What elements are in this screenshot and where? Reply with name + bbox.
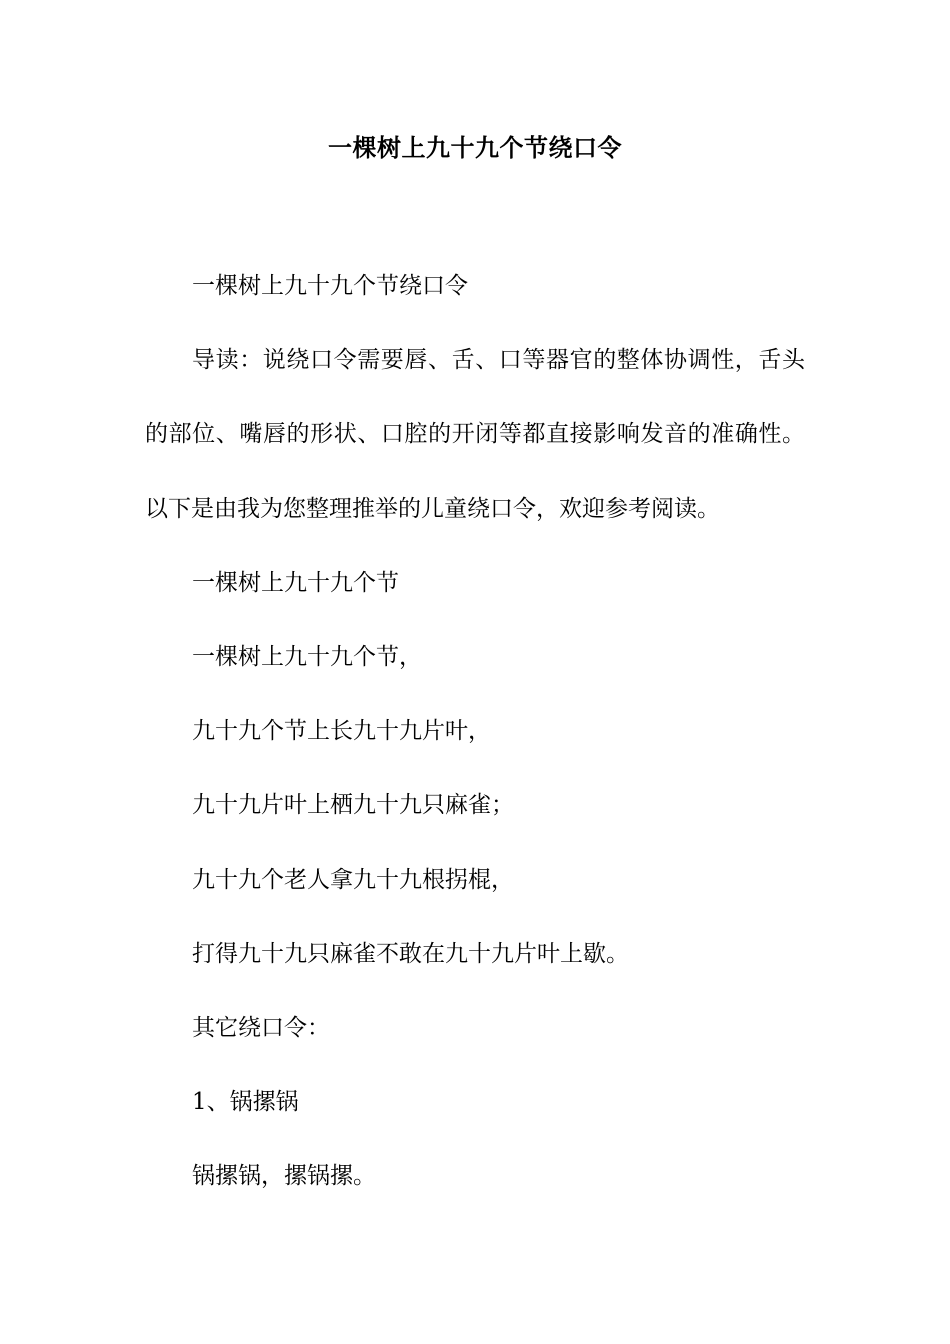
document-body	[145, 249, 805, 1214]
paragraph-poem-line: 九十九个节上长九十九片叶，	[192, 718, 491, 745]
paragraph-item-line: 锅摞锅，摞锅摞。	[192, 1163, 376, 1190]
paragraph-section-heading: 其它绕口令：	[192, 1015, 330, 1042]
paragraph-poem-line: 打得九十九只麻雀不敢在九十九片叶上歇。	[192, 940, 629, 967]
paragraph-poem-line: 九十九个老人拿九十九根拐棍，	[192, 866, 514, 893]
document-title: 一棵树上九十九个节绕口令	[328, 133, 622, 162]
paragraph-poem-line: 九十九片叶上栖九十九只麻雀；	[192, 792, 514, 819]
paragraph-poem-line: 一棵树上九十九个节，	[192, 644, 422, 671]
paragraph-poem-title: 一棵树上九十九个节	[192, 569, 399, 596]
paragraph-intro: 导读：说绕口令需要唇、舌、口等器官的整体协调性，舌头的部位、嘴唇的形状、口腔的开闭等都直接影响发音的准确性。以下是由我为您整理推举的儿童绕口令，欢迎参考阅读。	[145, 347, 805, 522]
paragraph-subtitle: 一棵树上九十九个节绕口令	[192, 273, 468, 299]
paragraph-item-title: 1、锅摞锅	[192, 1089, 299, 1116]
